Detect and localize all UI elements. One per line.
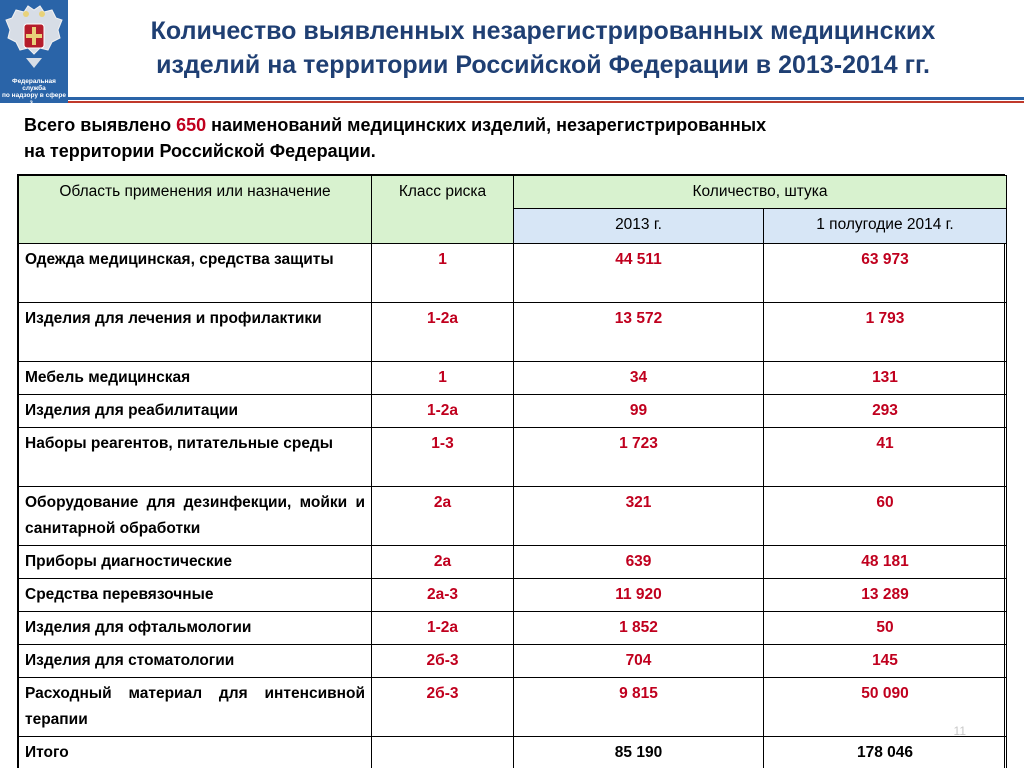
table-row [19, 546, 1007, 579]
title-line-2: изделий на территории Российской Федерации в 2013-2014 гг. [156, 51, 930, 79]
cell-risk: 1-2а [372, 395, 514, 428]
cell-2014: 50 090 [764, 678, 1007, 737]
summary-text [24, 112, 1004, 164]
cell-area: Расходный материал для интенсивной терапии [19, 678, 372, 737]
cell-total-risk [372, 737, 514, 768]
cell-risk: 2а-3 [372, 579, 514, 612]
logo-caption [0, 78, 68, 106]
cell-total-2014: 178 046 [764, 737, 1007, 768]
table-row [19, 244, 1007, 303]
cell-2014: 48 181 [764, 546, 1007, 579]
cell-2013: 639 [514, 546, 764, 579]
cell-2014: 145 [764, 645, 1007, 678]
cell-2014: 1 793 [764, 303, 1007, 362]
cell-2014: 41 [764, 428, 1007, 487]
cell-2013: 13 572 [514, 303, 764, 362]
table-row [19, 645, 1007, 678]
agency-logo [0, 0, 68, 106]
col-header-quantity: Количество, штука [514, 176, 1007, 209]
table-row [19, 579, 1007, 612]
logo-caption-line: з... [29, 99, 39, 106]
slide-header [0, 0, 1024, 106]
cell-2013: 99 [514, 395, 764, 428]
cell-total-2013: 85 190 [514, 737, 764, 768]
summary-prefix: Всего выявлено [24, 115, 177, 135]
cell-area: Изделия для стоматологии [19, 645, 372, 678]
summary-line-2: на территории Российской Федерации. [24, 141, 376, 161]
cell-area: Мебель медицинская [19, 362, 372, 395]
col-header-area: Область применения или назначение [19, 176, 372, 244]
cell-area: Изделия для офтальмологии [19, 612, 372, 645]
col-header-risk: Класс риска [372, 176, 514, 244]
cell-2014: 293 [764, 395, 1007, 428]
cell-risk: 2а [372, 487, 514, 546]
cell-risk: 1-2а [372, 303, 514, 362]
summary-suffix: наименований медицинских изделий, незарегистрированных [206, 115, 767, 135]
cell-2013: 321 [514, 487, 764, 546]
cell-2013: 1 852 [514, 612, 764, 645]
summary-count: 650 [176, 115, 207, 135]
cell-area: Наборы реагентов, питательные среды [19, 428, 372, 487]
title-line-1: Количество выявленных незарегистрированных медицинских [150, 17, 936, 45]
cell-risk: 1 [372, 244, 514, 303]
cell-2014: 60 [764, 487, 1007, 546]
table-row-total [19, 737, 1007, 768]
cell-risk: 2б-3 [372, 645, 514, 678]
cell-area: Оборудование для дезинфекции, мойки и санитарной обработки [19, 487, 372, 546]
cell-2013: 11 920 [514, 579, 764, 612]
cell-risk: 2а [372, 546, 514, 579]
header-divider-blue [68, 97, 1024, 100]
page-number: 11 [953, 724, 966, 738]
cell-2013: 34 [514, 362, 764, 395]
cell-risk: 1-3 [372, 428, 514, 487]
cell-risk: 1-2а [372, 612, 514, 645]
cell-risk: 1 [372, 362, 514, 395]
cell-2013: 44 511 [514, 244, 764, 303]
table-row [19, 612, 1007, 645]
table-row [19, 303, 1007, 362]
cell-2014: 131 [764, 362, 1007, 395]
cell-2014: 13 289 [764, 579, 1007, 612]
col-header-2013: 2013 г. [514, 209, 764, 244]
cell-2013: 1 723 [514, 428, 764, 487]
cell-2013: 704 [514, 645, 764, 678]
table-row [19, 487, 1007, 546]
header-divider-red [68, 101, 1024, 103]
cell-risk: 2б-3 [372, 678, 514, 737]
col-header-2014: 1 полугодие 2014 г. [764, 209, 1007, 244]
logo-caption-line: Федеральная служба [12, 78, 56, 92]
logo-caption-line: по надзору в сфере [1, 92, 66, 99]
cell-2014: 63 973 [764, 244, 1007, 303]
cell-area: Изделия для лечения и профилактики [19, 303, 372, 362]
data-table [17, 174, 1005, 768]
table-row [19, 678, 1007, 737]
cell-2013: 9 815 [514, 678, 764, 737]
cell-total-label: Итого [19, 737, 372, 768]
page-title [78, 14, 1008, 82]
emblem-icon [2, 2, 66, 78]
cell-area: Изделия для реабилитации [19, 395, 372, 428]
table-row [19, 428, 1007, 487]
cell-2014: 50 [764, 612, 1007, 645]
table-row [19, 395, 1007, 428]
cell-area: Средства перевязочные [19, 579, 372, 612]
cell-area: Приборы диагностические [19, 546, 372, 579]
cell-area: Одежда медицинская, средства защиты [19, 244, 372, 303]
table-row [19, 362, 1007, 395]
